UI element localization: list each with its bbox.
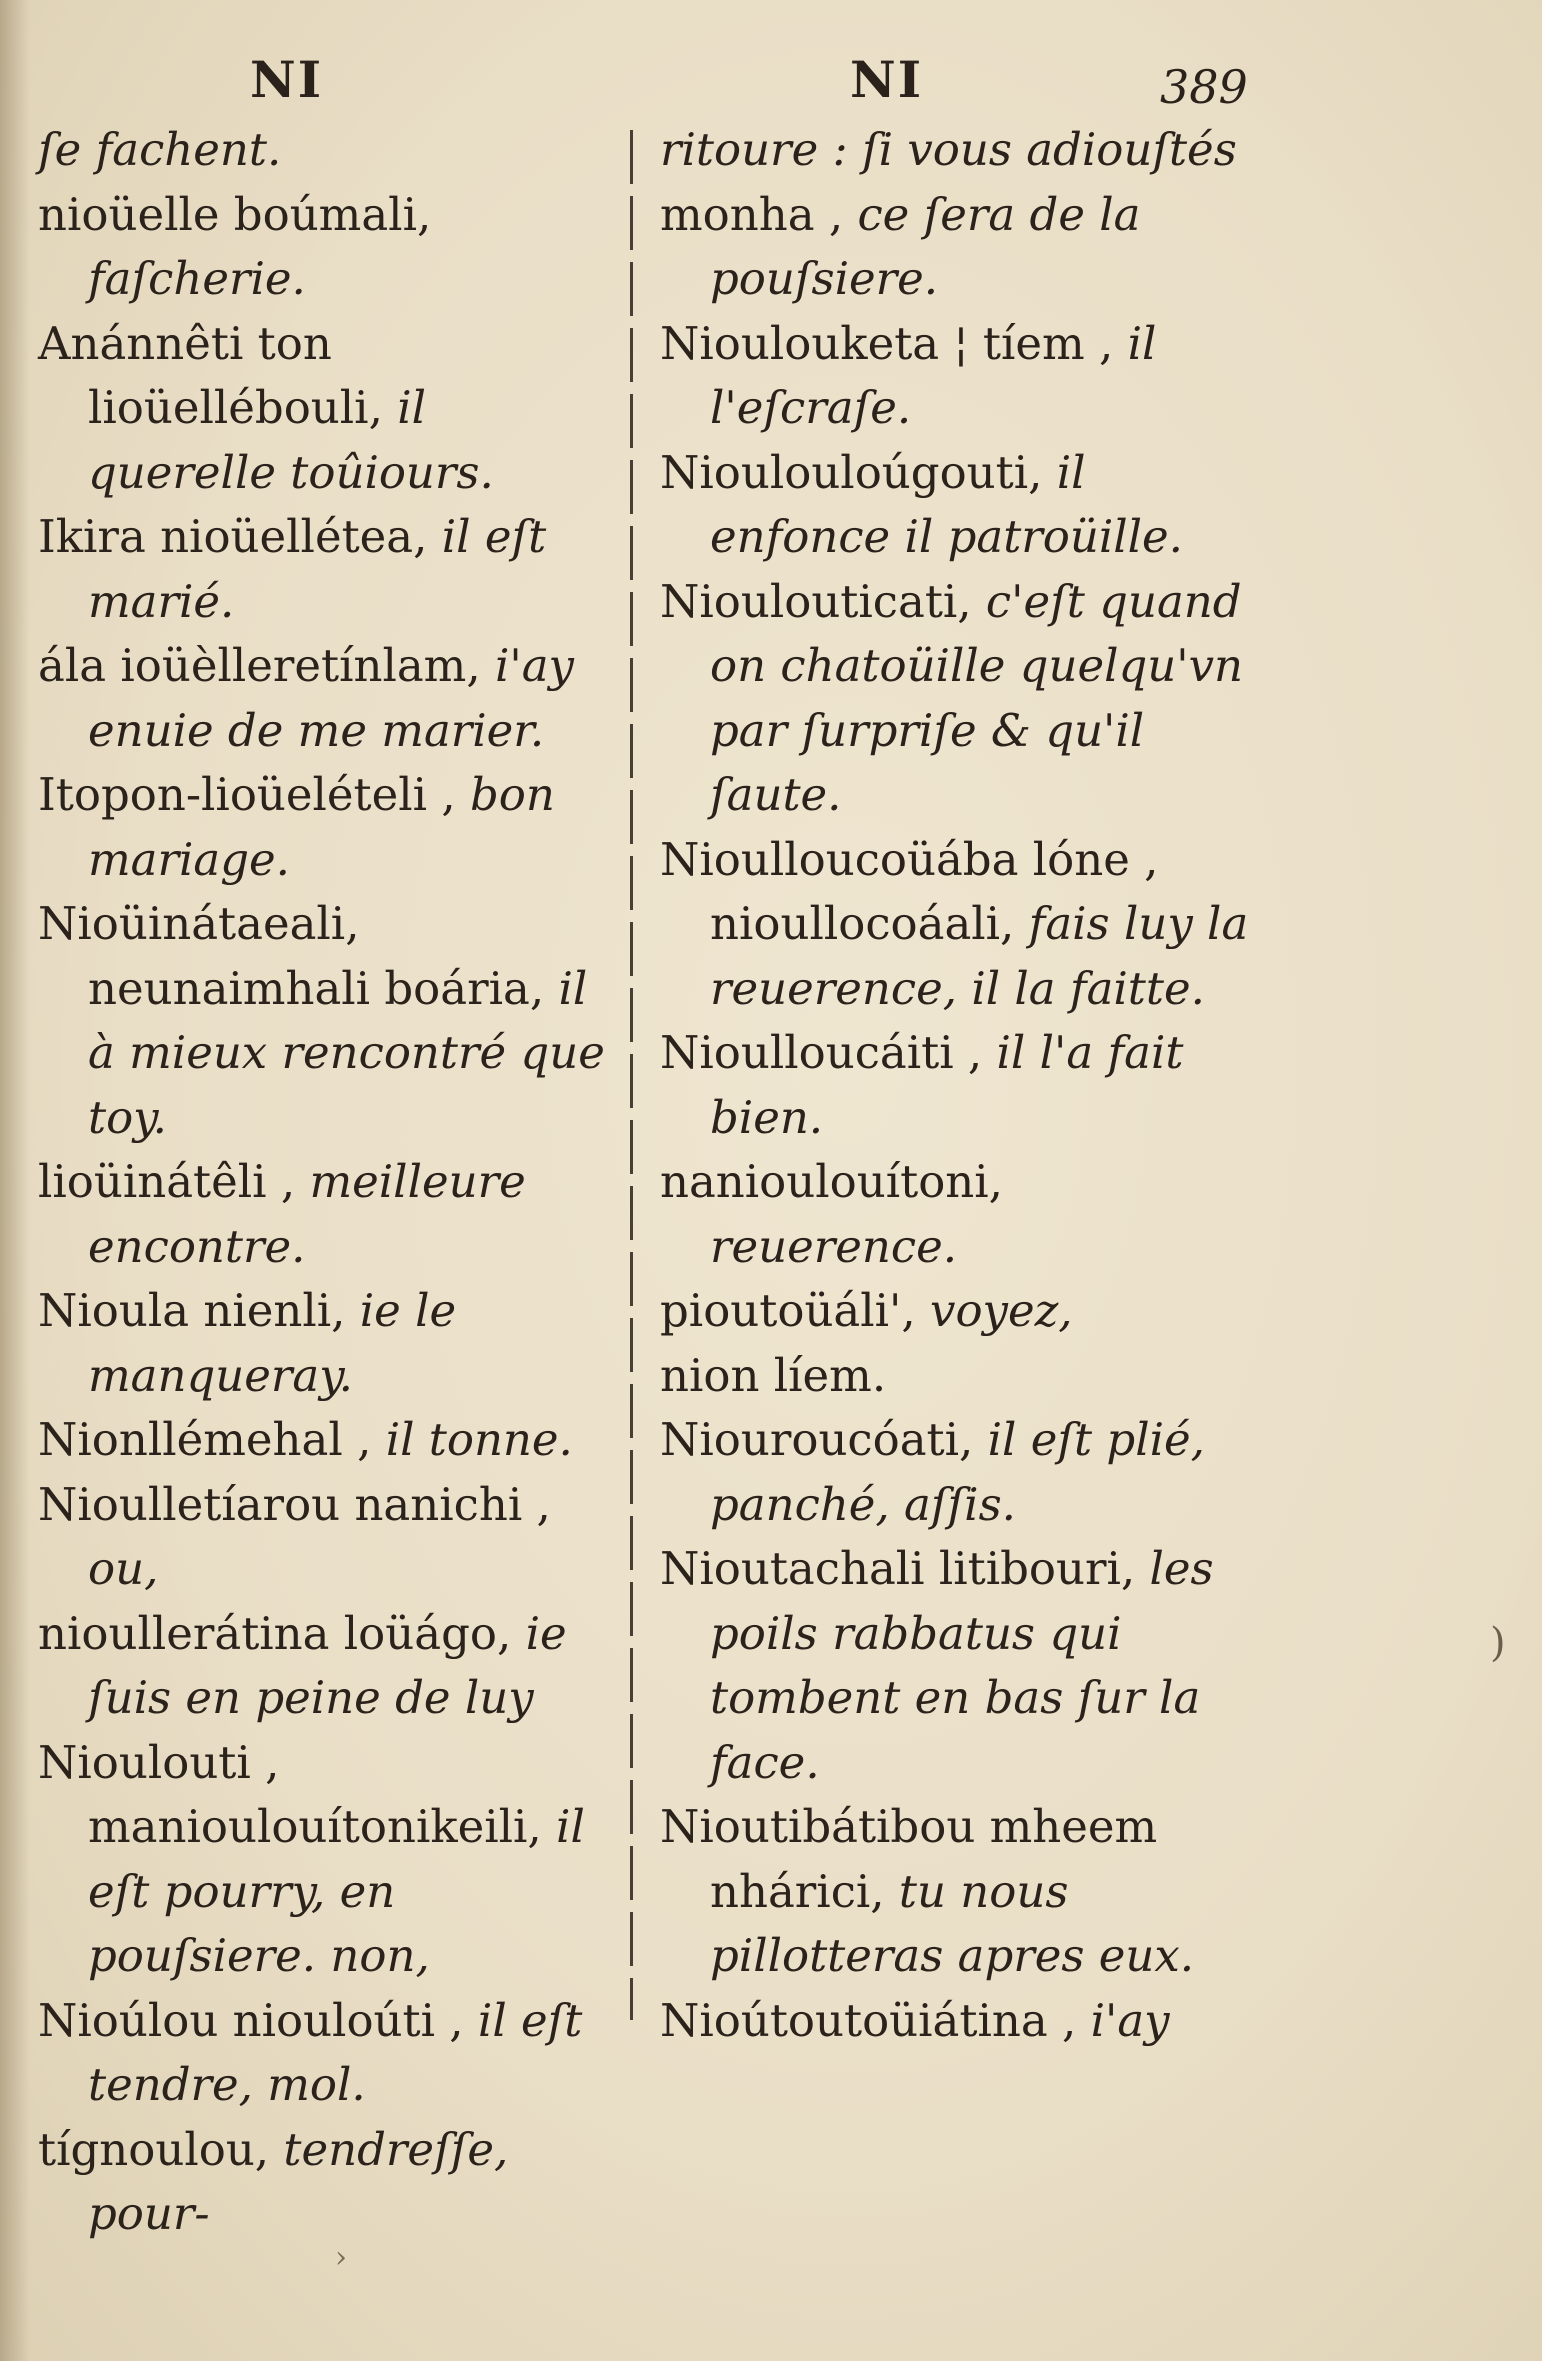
dictionary-entry — [660, 828, 1260, 1022]
entry-translation: ou, — [88, 1542, 159, 1595]
entry-headword: Nioulouketa ¦ tíem , — [660, 316, 1128, 370]
left-column — [38, 118, 613, 2247]
entry-translation: il l'eſcraſe. — [710, 316, 1157, 434]
entry-translation: tendreſſe, pour- — [88, 2122, 509, 2240]
entry-translation: ie ſuis en peine de luy — [88, 1606, 567, 1724]
dictionary-entry — [38, 2118, 613, 2247]
entry-translation: il querelle toûiours. — [88, 381, 494, 499]
dictionary-entry — [38, 1473, 613, 1602]
entry-headword: nioullerátina loüágo, — [38, 1606, 526, 1660]
entry-headword: Nioútoutoüiátina , — [660, 1993, 1091, 2047]
entry-headword: monha , — [660, 187, 858, 241]
dictionary-entry — [38, 1279, 613, 1408]
entry-translation: ce ſera de la pouſsiere. — [710, 187, 1141, 305]
entry-translation: ritoure : ſi vous adiouſtés — [660, 123, 1237, 176]
dictionary-entry — [38, 183, 613, 312]
dictionary-entry — [660, 1150, 1260, 1279]
dictionary-entry — [38, 634, 613, 763]
entry-headword: Nioulouloúgouti, — [660, 445, 1057, 499]
entry-translation: i'ay enuie de me marier. — [88, 639, 574, 757]
dictionary-entry — [38, 1150, 613, 1279]
entry-headword: nion líem. — [660, 1348, 887, 1402]
dictionary-entry — [660, 118, 1260, 183]
entry-translation: meilleure encontre. — [88, 1155, 526, 1273]
running-header-left: NI — [250, 50, 324, 109]
dictionary-entry — [660, 570, 1260, 828]
running-header-right: NI — [850, 50, 924, 109]
dictionary-entry — [660, 1989, 1260, 2054]
entry-translation: il eſt marié. — [88, 510, 547, 628]
entry-headword: ála ioüèlleretínlam, — [38, 639, 495, 692]
entry-headword: Nioulouticati, — [660, 574, 986, 628]
ink-smear-mark: ) — [1490, 1620, 1506, 1666]
entry-translation: il eſt pourry, en pouſsiere. non, — [88, 1800, 585, 1982]
entry-translation: il enfonce il patroüille. — [710, 445, 1183, 563]
right-column — [660, 118, 1260, 2053]
entry-headword: Anánnêti ton lioüellébouli, — [38, 316, 398, 434]
dictionary-entry — [38, 1989, 613, 2118]
dictionary-entry — [660, 1408, 1260, 1537]
entry-headword: Nioutachali litibouri, — [660, 1542, 1150, 1595]
entry-translation: il tonne. — [385, 1413, 573, 1466]
dictionary-entry — [38, 1731, 613, 1989]
entry-translation: tu nous pillotteras apres eux. — [710, 1864, 1195, 1982]
entry-translation: bon mariage. — [88, 768, 555, 886]
dictionary-entry — [660, 1795, 1260, 1989]
entry-headword: Nioulloucáiti , — [660, 1026, 997, 1079]
entry-translation: les poils rabbatus qui tombent en bas ſur la face. — [710, 1542, 1214, 1789]
page-speck: › — [335, 2240, 347, 2275]
entry-headword: tígnoulou, — [38, 2122, 284, 2176]
entry-headword: Ikira nioüellétea, — [38, 510, 442, 563]
dictionary-entry — [38, 1408, 613, 1473]
entry-headword: Nioulloucoüába lóne , nioullocoáali, — [660, 832, 1159, 950]
entry-translation: fais luy la reuerence, il la faitte. — [710, 897, 1249, 1015]
dictionary-entry — [38, 505, 613, 634]
dictionary-entry — [660, 1021, 1260, 1150]
entry-headword: Itopon-lioüelételi , — [38, 768, 470, 821]
dictionary-entry — [660, 1344, 1260, 1409]
entry-headword: nanioulouítoni, — [660, 1155, 1003, 1208]
entry-translation: il eſt tendre, mol. — [88, 1993, 583, 2111]
entry-headword: Nionllémehal , — [38, 1413, 386, 1466]
entry-translation: il eſt plié, panché, aſſis. — [710, 1413, 1205, 1531]
dictionary-entry — [38, 118, 613, 183]
entry-headword: Nioula nienli, — [38, 1284, 360, 1337]
dictionary-entry — [660, 183, 1260, 312]
dictionary-entry — [38, 312, 613, 506]
entry-translation: reuerence. — [710, 1219, 958, 1273]
entry-translation: ſe fachent. — [38, 123, 282, 176]
entry-translation: ie le manqueray. — [88, 1284, 457, 1402]
entry-translation: c'eſt quand on chatoüille quelqu'vn par ſurpriſe & qu'il ſaute. — [710, 574, 1244, 821]
entry-headword: Nioüinátaeali, neunaimhali boária, — [38, 897, 559, 1015]
dictionary-entry — [660, 1537, 1260, 1795]
gutter-shadow — [0, 0, 30, 2361]
dictionary-entry — [660, 1279, 1260, 1344]
dictionary-entry — [38, 763, 613, 892]
column-divider — [630, 130, 633, 2020]
dictionary-entry — [660, 312, 1260, 441]
entry-headword: Nioulouti , manioulouítonikeili, — [38, 1735, 557, 1853]
entry-translation: il à mieux rencontré que toy. — [88, 961, 605, 1144]
page-number: 389 — [1160, 60, 1248, 114]
entry-headword: Nioutibátibou mheem nhárici, — [660, 1800, 1158, 1918]
dictionary-entry — [660, 441, 1260, 570]
entry-translation: voyez, — [930, 1284, 1073, 1337]
entry-headword: lioüinátêli , — [38, 1155, 310, 1208]
entry-headword: Nioulletíarou nanichi , — [38, 1477, 551, 1531]
entry-headword: nioüelle boúmali, — [38, 187, 432, 241]
dictionary-entry — [38, 1602, 613, 1731]
entry-headword: pioutoüáli', — [660, 1284, 931, 1337]
entry-translation: faſcherie. — [88, 252, 306, 305]
entry-headword: Niouroucóati, — [660, 1413, 988, 1466]
dictionary-entry — [38, 892, 613, 1150]
entry-headword: Nioúlou niouloúti , — [38, 1993, 478, 2047]
entry-translation: i'ay — [1090, 1993, 1170, 2047]
entry-translation: il l'a fait bien. — [710, 1026, 1184, 1144]
